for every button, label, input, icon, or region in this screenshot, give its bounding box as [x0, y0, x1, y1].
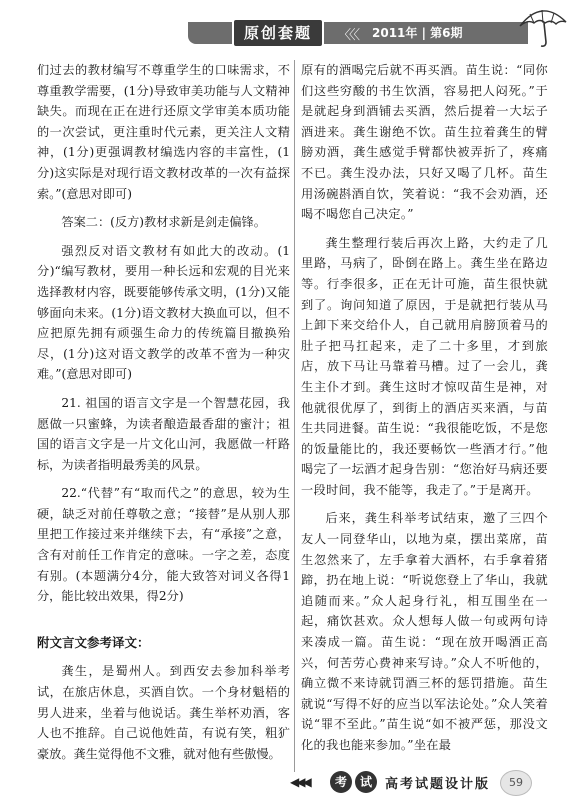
page-footer [0, 768, 581, 800]
paragraph: 22.“代替”有“取而代之”的意思，较为生硬，缺乏对前任尊敬之意；“接替”是从别人那里把工作接过来并继续下去，有“承接”之意，含有对前任工作肯定的意味。一字之差，态度有别。(本题满分4分，能大致答对词义各得1分，能比较出效果，得2分) [37, 486, 290, 604]
footer-badge: 考 [330, 771, 352, 793]
umbrella-icon [516, 4, 568, 50]
paragraph: 后来，龚生科举考试结束，邀了三四个友人一同登华山，以地为桌，摆出菜席，苗生忽然来了，左手拿着大酒杯，右手拿着猪蹄，扔在地上说：“听说您登上了华山，我就追随而来。”众人起身行礼，相互围坐在一起，痛饮甚欢。众人想每人做一句或两句诗来凑成一篇。苗生说：“现在放开喝酒正高兴，何苦劳心费神来写诗。”众人不听他的，确立微不来诗就罚酒三杯的惩罚措施。苗生就说“写得不好的应当以军法论处。”众人笑着说“罪不至此。”苗生说“如不被严惩，那没文化的我也能来参加。”坐在最 [301, 511, 548, 752]
paragraph: 龚生，是蜀州人。到西安去参加科举考试，在旅店休息，买酒自饮。一个身材魁梧的男人进来，坐着与他说话。龚生举杯劝酒，客人也不推辞。自己说他姓苗，有说有笑，粗犷豪放。龚生觉得他不文雅，就对他有些傲慢。 [37, 664, 290, 761]
right-column [301, 60, 548, 756]
left-column [37, 60, 290, 764]
paragraph: 强烈反对语文教材有如此大的改动。(1分)“编写教材，要用一种长远和宏观的目光来选择教材内容，既要能够传承文明，(1分)又能够面向未来。(1分)语文教材大换血可以，但不应把原先拥有顽强生命力的传统篇目撤换殆尽，(1分)这对语文教学的改革不啻为一种灾难。”(意思对即可) [37, 243, 290, 382]
page-number: 59 [500, 770, 532, 796]
paragraph: 答案二：(反方)教材求新是剑走偏锋。 [61, 215, 266, 230]
paragraph: 原有的酒喝完后就不再买酒。苗生说：“同你们这些穷酸的书生饮酒，容易把人闷死。”于是就起身到酒铺去买酒，然后提着一大坛子酒进来。龚生谢绝不饮。苗生拉着龚生的臂膀劝酒，龚生感觉手臂都快被弄折了，疼痛不已。龚生没办法，只好又喝了几杯。苗生用汤碗斟酒自饮，笑着说：“我不会劝酒，还喝不喝您自己决定。” [301, 63, 548, 222]
chevron-icon: 〈〈〈 [338, 28, 359, 43]
page-header [0, 0, 581, 52]
footer-title: 高考试题设计版 [385, 777, 491, 792]
column-divider [294, 60, 295, 772]
header-issue: 2011年 | 第6期 [372, 26, 463, 40]
paragraph: 21. 祖国的语言文字是一个智慧花园，我愿做一只蜜蜂，为读者酿造最香甜的蜜汁；祖国的语言文字是一片文化山河，我愿做一杆路标，为读者指明最秀美的风景。 [37, 395, 290, 472]
arrow-left-icon: ◀◀◀ [290, 775, 309, 789]
paragraph: 龚生整理行装后再次上路，大约走了几里路，马病了，卧倒在路上。龚生坐在路边等。行李很多，正在无计可施，苗生很快就到了。询问知道了原因，于是就把行装从马上卸下来交给仆人，自己就用肩膀顶着马的肚子把马扛起来，走了二十多里，才到旅店，放下马让马靠着马槽。过了一会儿，龚生主仆才到。龚生这时才惊叹苗生是神，对他就很优厚了，到街上的酒店买来酒，与苗生共同进餐。苗生说：“我很能吃饭，不是您的饭量能比的，我还要畅饮一些酒才行。”他喝完了一坛酒才起身告别：“您治好马病还要一段时间，我不能等，我走了。”于是离开。 [301, 235, 548, 497]
footer-badge: 试 [355, 771, 377, 793]
paragraph: 们过去的教材编写不尊重学生的口味需求，不尊重教学需要，(1分)导致审美功能与人文精神缺失。而现在正在进行还原文学审美本质功能的一次尝试，更注重时代元素，更关注人文精神，(1分)更强调教材编选内容的丰富性，(1分)这实际是对现行语文教材改革的一次有益探索。”(意思对即可) [37, 63, 290, 201]
header-title: 原创套题 [232, 18, 324, 48]
section-heading: 附文言文参考译文： [37, 634, 150, 650]
